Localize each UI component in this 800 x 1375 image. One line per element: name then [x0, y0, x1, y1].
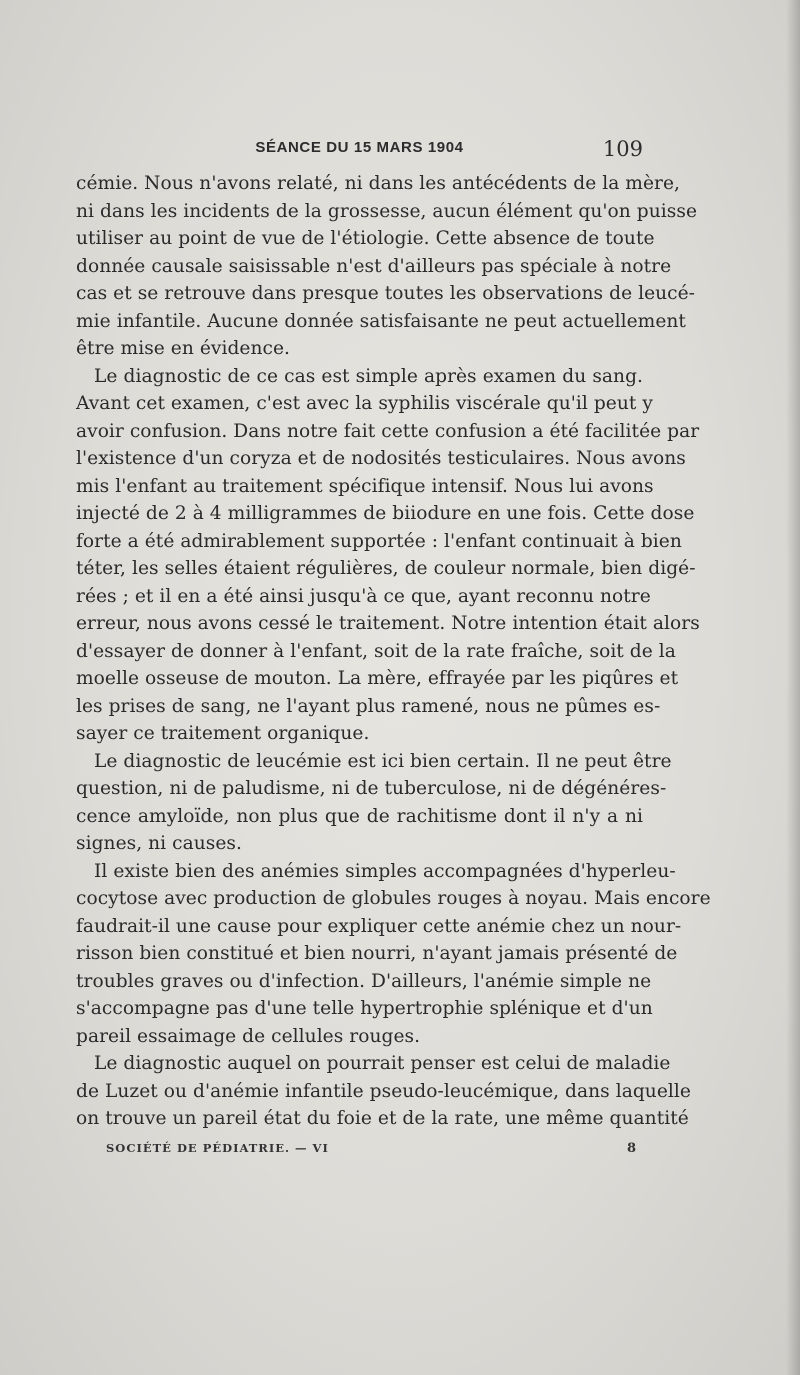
text-line: forte a été admirablement supportée : l'enfant continuait à bien — [76, 530, 682, 552]
text-line: cas et se retrouve dans presque toutes les observations de leucé- — [76, 283, 696, 304]
page-number: 109 — [602, 137, 643, 161]
page-header — [76, 137, 643, 167]
text-line: de Luzet ou d'anémie infantile pseudo-leucémique, dans laquelle — [76, 1080, 691, 1102]
text-line: rées ; et il en a été ainsi jusqu'à ce que, ayant reconnu notre — [76, 585, 651, 607]
page-footer — [106, 1141, 641, 1161]
text-line: d'essayer de donner à l'enfant, soit de la rate fraîche, soit de la — [76, 640, 676, 662]
text-line: question, ni de paludisme, ni de tuberculose, ni de dégénéres- — [76, 778, 667, 799]
paragraph — [76, 858, 711, 1051]
text-line: Le diagnostic auquel on pourrait penser est celui de maladie — [94, 1053, 671, 1074]
text-line: faudrait-il une cause pour expliquer cette anémie chez un nour- — [76, 915, 682, 937]
text-line: pareil essaimage de cellules rouges. — [76, 1025, 421, 1047]
paragraph — [76, 170, 697, 363]
text-line: cémie. Nous n'avons relaté, ni dans les antécédents de la mère, — [76, 173, 680, 194]
paragraph — [76, 363, 700, 748]
text-line: signes, ni causes. — [76, 833, 242, 854]
text-line: on trouve un pareil état du foie et de la rate, une même quantité — [76, 1108, 689, 1129]
text-line: être mise en évidence. — [76, 338, 290, 359]
paragraph — [76, 1050, 691, 1133]
text-line: Le diagnostic de leucémie est ici bien certain. Il ne peut être — [94, 750, 672, 772]
text-line: mis l'enfant au traitement spécifique intensif. Nous lui avons — [76, 475, 654, 497]
text-line: erreur, nous avons cessé le traitement. Notre intention était alors — [76, 613, 700, 634]
text-line: moelle osseuse de mouton. La mère, effrayée par les piqûres et — [76, 668, 679, 689]
text-line: ni dans les incidents de la grossesse, aucun élément qu'on puisse — [76, 200, 697, 222]
text-line: téter, les selles étaient régulières, de couleur normale, bien digé- — [76, 558, 696, 579]
paragraph — [76, 748, 672, 858]
body-text — [76, 170, 711, 1133]
signature-mark: SOCIÉTÉ DE PÉDIATRIE. — VI — [106, 1141, 329, 1155]
text-line: injecté de 2 à 4 milligrammes de biiodure en une fois. Cette dose — [76, 503, 695, 524]
sheet-number: 8 — [626, 1141, 636, 1156]
text-line: Avant cet examen, c'est avec la syphilis viscérale qu'il peut y — [76, 393, 653, 414]
text-line: utiliser au point de vue de l'étiologie. Cette absence de toute — [76, 228, 655, 249]
text-line: mie infantile. Aucune donnée satisfaisante ne peut actuellement — [76, 310, 686, 332]
text-line: Il existe bien des anémies simples accompagnées d'hyperleu- — [94, 860, 676, 882]
running-title: SÉANCE DU 15 MARS 1904 — [255, 139, 464, 156]
text-line: les prises de sang, ne l'ayant plus ramené, nous ne pûmes es- — [76, 695, 661, 717]
text-line: Le diagnostic de ce cas est simple après examen du sang. — [94, 365, 643, 387]
text-line: troubles graves ou d'infection. D'ailleurs, l'anémie simple ne — [76, 970, 652, 992]
text-line: l'existence d'un coryza et de nodosités testiculaires. Nous avons — [76, 448, 686, 469]
text-line: cence amyloïde, non plus que de rachitisme dont il n'y a ni — [76, 805, 643, 827]
page-edge-shadow — [786, 0, 800, 1375]
text-line: avoir confusion. Dans notre fait cette confusion a été facilitée par — [76, 420, 700, 442]
text-line: sayer ce traitement organique. — [76, 723, 370, 744]
text-line: cocytose avec production de globules rouges à noyau. Mais encore — [76, 888, 711, 909]
text-line: s'accompagne pas d'une telle hypertrophie splénique et d'un — [76, 998, 653, 1019]
text-line: risson bien constitué et bien nourri, n'ayant jamais présenté de — [76, 943, 678, 964]
text-line: donnée causale saisissable n'est d'ailleurs pas spéciale à notre — [76, 255, 672, 277]
